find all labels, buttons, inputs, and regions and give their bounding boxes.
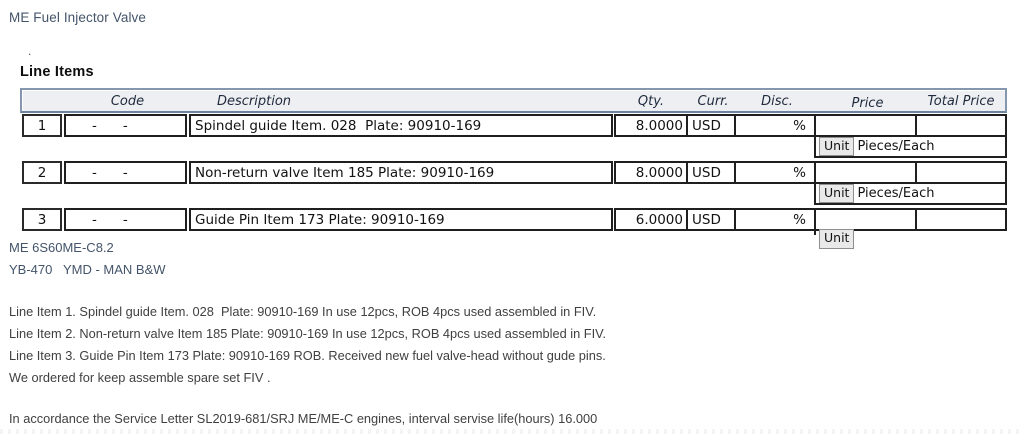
unit-row [814,229,1007,245]
currency-value: USD [692,164,721,181]
document-title: ME Fuel Injector Valve [9,10,147,25]
code-part-a: - [92,164,97,181]
currency-cell[interactable] [686,208,736,231]
line-number: 1 [37,117,47,134]
unit-value[interactable]: Pieces/Each [857,139,935,154]
total-price-cell[interactable] [915,208,1007,231]
unit-row [814,135,1007,158]
line-items-heading: Line Items [20,64,94,80]
code-cell[interactable] [64,114,187,137]
total-price-cell[interactable] [915,114,1007,137]
code-part-a: - [92,117,97,134]
price-cell[interactable] [814,114,917,137]
line-item-block [0,161,1024,211]
note-line-2: Line Item 2. Non-return valve Item 185 Plate: 90910-169 In use 12pcs, ROB 4pcs used assembled in FIV. [9,326,607,341]
line-number-cell [22,161,62,184]
unit-label-chip: Unit [819,229,854,249]
column-header-curr: Curr. [697,93,729,109]
discount-cell[interactable] [734,161,816,184]
code-cell[interactable] [64,208,187,231]
engine-model-line: ME 6S60ME-C8.2 [9,240,114,255]
column-header-qty: Qty. [637,93,665,109]
discount-suffix: % [793,211,806,228]
description-cell[interactable] [189,114,613,137]
quantity-cell[interactable] [614,114,688,137]
description-text: Non-return valve Item 185 Plate: 90910-169 [195,164,495,181]
column-header-price: Price [851,95,884,111]
total-price-cell[interactable] [915,161,1007,184]
unit-row [814,182,1007,205]
currency-cell[interactable] [686,114,736,137]
discount-suffix: % [793,164,806,181]
note-line-4: We ordered for keep assemble spare set FIV . [9,370,271,385]
service-letter-note: In accordance the Service Letter SL2019-681/SRJ ME/ME-C engines, interval servise life(hours) 16.000 [9,411,598,426]
table-header [20,88,1007,113]
discount-suffix: % [793,117,806,134]
column-header-description: Description [217,93,292,109]
unit-label-chip: Unit [819,137,854,156]
clipped-text-remnant [0,429,1024,434]
line-number: 3 [37,211,47,228]
discount-cell[interactable] [734,208,816,231]
description-text: Guide Pin Item 173 Plate: 90910-169 [195,211,445,228]
description-cell[interactable] [189,161,613,184]
column-header-disc: Disc. [761,93,793,109]
code-part-b: - [122,117,128,134]
quantity-cell[interactable] [614,208,688,231]
price-cell[interactable] [814,208,917,231]
column-header-code: Code [110,93,145,109]
line-number-cell [22,208,62,231]
line-item-block [0,114,1024,164]
description-text: Spindel guide Item. 028 Plate: 90910-169 [195,117,482,134]
description-cell[interactable] [189,208,613,231]
currency-cell[interactable] [686,161,736,184]
currency-value: USD [692,211,721,228]
unit-value[interactable]: Pieces/Each [857,186,935,201]
code-part-b: - [122,164,128,181]
quantity-value: 8.0000 [635,164,683,181]
price-cell[interactable] [814,161,917,184]
discount-cell[interactable] [734,114,816,137]
code-cell[interactable] [64,161,187,184]
line-number-cell [22,114,62,137]
vessel-line: YB-470 YMD - MAN B&W [9,262,166,277]
unit-label-chip: Unit [819,184,854,203]
line-item-block [0,208,1024,258]
currency-value: USD [692,117,721,134]
column-header-total-price: Total Price [927,93,995,109]
quantity-value: 8.0000 [635,117,683,134]
stray-dot: . [28,44,32,58]
note-line-3: Line Item 3. Guide Pin Item 173 Plate: 90910-169 ROB. Received new fuel valve-head without gude pins. [9,348,606,363]
line-number: 2 [37,164,47,181]
quantity-value: 6.0000 [635,211,683,228]
quantity-cell[interactable] [614,161,688,184]
code-part-a: - [92,211,97,228]
note-line-1: Line Item 1. Spindel guide Item. 028 Plate: 90910-169 In use 12pcs, ROB 4pcs used assembled in FIV. [9,304,597,319]
code-part-b: - [122,211,128,228]
